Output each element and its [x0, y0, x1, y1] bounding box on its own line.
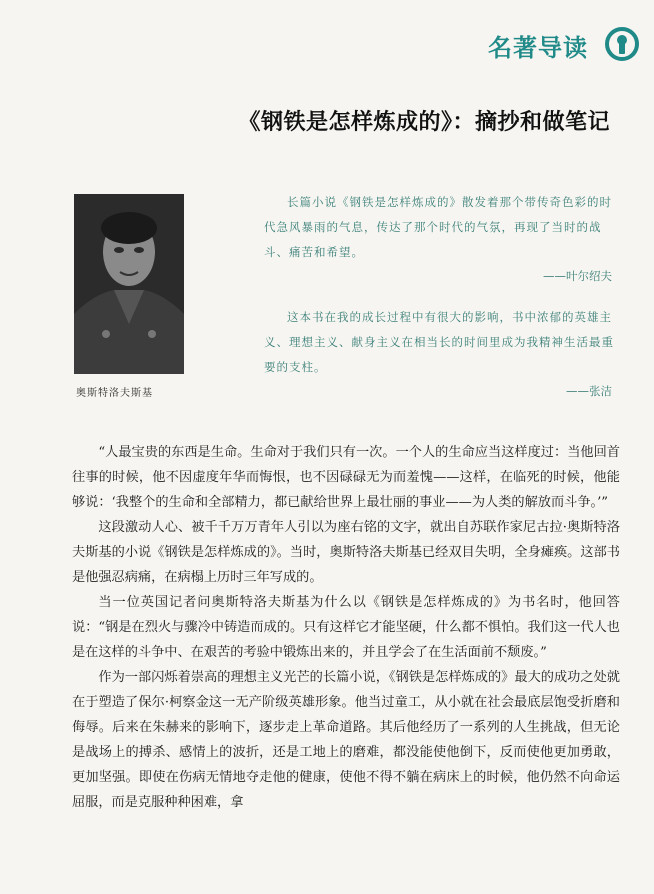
body-paragraph: “人最宝贵的东西是生命。生命对于我们只有一次。一个人的生命应当这样度过：当他回首往事的时候，他不因虚度年华而悔恨，也不因碌碌无为而羞愧——这样，在临死的时候，他能够说：‘我整个的生命和全部精力，都已献给世界上最壮丽的事业——为人类的解放而斗争。’” [72, 445, 620, 510]
quote-author: ——张洁 [566, 384, 612, 398]
keyhole-badge-icon [604, 26, 640, 62]
quote-text: 长篇小说《钢铁是怎样炼成的》散发着那个带传奇色彩的时代急风暴雨的气息，传达了那个时代的气氛，再现了当时的战斗、痛苦和希望。 [264, 195, 612, 259]
section-label: 名著导读 [488, 34, 588, 62]
body-paragraph: 作为一部闪烁着崇高的理想主义光芒的长篇小说，《钢铁是怎样炼成的》最大的成功之处就在于塑造了保尔·柯察金这一无产阶级英雄形象。他当过童工，从小就在社会最底层饱受折磨和侮辱。后来在朱赫来的影响下，逐步走上革命道路。其后他经历了一系列的人生挑战，但无论是战场上的搏杀、感情上的波折，还是工地上的磨难，都没能使他倒下，反而使他更加勇敢，更加坚强。即使在伤病无情地夺走他的健康，使他不得不躺在病床上的时候，他仍然不向命运屈服，而是克服种种困难，拿 [72, 670, 620, 810]
quote-text: 这本书在我的成长过程中有很大的影响，书中浓郁的英雄主义、理想主义、献身主义在相当长的时间里成为我精神生活最重要的支柱。 [264, 310, 614, 374]
page-header [0, 0, 654, 74]
author-portrait [74, 194, 184, 374]
body-paragraph: 当一位英国记者问奥斯特洛夫斯基为什么以《钢铁是怎样炼成的》为书名时，他回答说：“钢是在烈火与骤冷中铸造而成的。只有这样它才能坚硬，什么都不惧怕。我们这一代人也是在这样的斗争中、在艰苦的考验中锻炼出来的，并且学会了在生活面前不颓废。” [72, 595, 620, 660]
page-title: 《钢铁是怎样炼成的》：摘抄和做笔记 [238, 109, 610, 135]
quotes-block [264, 190, 614, 402]
portrait-caption: 奥斯特洛夫斯基 [76, 388, 153, 399]
article-body [72, 440, 620, 815]
body-paragraph: 这段激动人心、被千千万万青年人引以为座右铭的文字，就出自苏联作家尼古拉·奥斯特洛夫斯基的小说《钢铁是怎样炼成的》。当时，奥斯特洛夫斯基已经双目失明，全身瘫痪。这部书是他强忍病痛，在病榻上历时三年写成的。 [72, 520, 620, 585]
quote-author: ——叶尔绍夫 [543, 269, 612, 283]
